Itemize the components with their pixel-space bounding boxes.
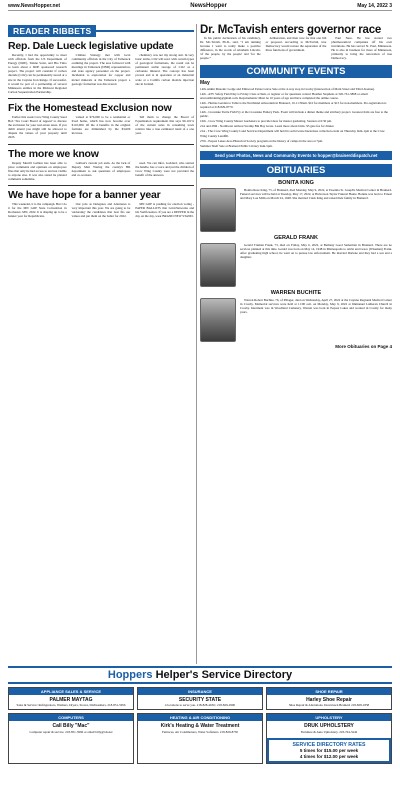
event-item: 21st - The Crow Wing County Land Services Department will hold its solid waste hazardous collection event on Thursday 9am-1pm at the Crow Wing County Landfill. (200, 129, 385, 138)
listing-details: Computer repair & service. 218-851-5996 or email billy@tds.net (29, 729, 113, 734)
directory-title-rest: Helper's Service Directory (152, 669, 293, 681)
right-column (200, 22, 392, 349)
article-text: This weekend, it is the campaign. But I do it for the MN GOP State Convention in Rochester, MN, 2022. It is shaping up to be a banner year for Republicans. (8, 201, 67, 219)
obituary-photo (200, 243, 236, 287)
rates-line: 4 times for $12.00 per week (299, 753, 359, 759)
article-text: MN GOP is pushing for election voting - PAPER BALLOTS that Grid-Networks and Ids Verificuentes. If you are a DEEPER in the day on the day, wear BRAND NEW STAND. (135, 201, 195, 219)
listing-category: INSURANCE (138, 688, 262, 695)
article-headline: We have hope for a banner year (8, 188, 161, 201)
submit-events-notice[interactable]: Send your Photos, News and Community Events to hopper@brainerddispatch.net (200, 151, 392, 160)
article-text: In his public declaration of his candidacy, Dr. Mc-Tavish, Ph.D., said, "I am running because I want to really make a positive difference, in the words of Abraham Lincoln, 'of the people, by the people' and 'for the people.'" (200, 36, 261, 61)
directory-listing (266, 713, 392, 764)
listing-details: Furniture & Auto Upholstery. 218-764-3242 (300, 729, 358, 734)
article-headline: Dr. McTavish enters governor race (200, 24, 382, 36)
article-headline: Fix the Homestead Exclusion now (8, 101, 172, 114)
article-text: Gallion's current job ends. As the lack of Deputy Matt Waring the county's HR department to ask questions of employees and co-workers. (71, 160, 131, 177)
article-body (8, 53, 194, 95)
listing-business: PALMER MAYTAG (49, 697, 93, 703)
directory-listing (137, 687, 263, 710)
article-body (8, 115, 194, 141)
reader-ribbets-banner (8, 25, 194, 37)
article-text: Earlier this week Crow Wing County Sued Bob 'Tax Court Board of Appeal' to discuss the exclusion for your real estate taxes. If you didn't attend you might still be allowed to dispute the values of your property until 2023. (8, 114, 67, 140)
divider (8, 144, 194, 145)
event-item: 14th-Aitkin Masonic Lodge and Elmwood Estate Grave Sale at the 4-way stop in Crosby (intersection of Main Street and Third Avenue). (200, 86, 375, 91)
obituary-name: BONITA KING (278, 179, 314, 186)
article-text: Paul Ness. He has started two pharmaceutical companies off his own inventions. He has served St. Paul, Minnesota. He is also in business for more of Minnesota, primarily to bring the renovation of true Democracy. (331, 36, 393, 61)
article-text: chemistry was not my strong suit. In very basic terms, CO2 will react with certain types of geological formations, the result can be permanent stable storage of CO2 as a carbonate mineral. The concept has been proven and is in operation at an industrial scale at a Carbfix carbon dioxide injection site in Iceland. (135, 53, 195, 86)
banner-rule (96, 30, 194, 32)
listing-business: Harley Shoe Repair (306, 697, 352, 703)
site-url[interactable]: www.NewsHopper.net (8, 3, 61, 9)
obituary-text: Warren Robert Buchite, 76, of Pillager, died on Wednesday, April 27, 2022 at the Cuyuna Regional Medical Center in Crosby. Memorial services were held at 11:00 a.m. on Monday, May 9, 2022 at Immanuel Lutheran Church in Crosby. Interment was in Woodland Cemetery. Warren was born in Pequot Lakes and worked in Crosby for many years. (240, 297, 392, 315)
column-divider (196, 24, 197, 664)
listing-category: UPHOLSTERY (267, 714, 391, 721)
event-item: 14th - Crosslake Turtle Fish Fry at the Crosslake Fishery Park. Event will include a dinner theme and stitchery project. Greatest Kids are free to the public. (200, 110, 388, 119)
obituary-text: Gerald Truman Frank, 73, died on Friday, May 6, 2022, at Bethany Good Samaritan in Brainerd. There are no services planned at this time. Gerald was born on May 14, 1948 in Minneapolis to Alvin and Grace (Wiseman) Frank. After graduating high school, he went on to pursue law enforcement. He married Darlene and they had a son and a daughter. (240, 242, 392, 260)
listing-business: SECURITY STATE (178, 697, 222, 703)
directory-grid (8, 687, 392, 764)
article-body (200, 36, 392, 62)
obituary-entry (200, 298, 392, 342)
article-body (8, 202, 194, 219)
listing-details: Furnaces, Air Conditioners, Water Softeners. 218-829-8730 (162, 729, 238, 734)
directory-title (8, 666, 392, 684)
obituaries-banner: OBITUARIES (200, 164, 392, 177)
obituary-text: Bonita Rose King, 75, of Brainerd, died Monday, May 9, 2022, at Essentia St. Joseph's Medical Center in Brainerd. Funeral services will be held at Tuesday, May 17, 2022, at Halvorson Taylor Funeral Home. Bonnie was born to Ernest and Mary Lou Mills on March 24, 1948. She married Clark King and raised their family in Brainerd. (240, 187, 392, 200)
reader-ribbets-label: READER RIBBETS (8, 25, 96, 37)
service-directory (0, 666, 400, 764)
divider (8, 185, 194, 186)
directory-listing (266, 687, 392, 710)
calendar-month: May (200, 79, 210, 86)
article-headline: Rep. Dale Lueck legislative update (8, 40, 174, 52)
listing-business: Kirk's Heating & Water Treatment (160, 723, 240, 730)
article-text: Climate Strategy met with local community officials in the City of Tamarack outlining the project. The area followed with meetings in Tamarack (DNR) representatives and state agency personnel on the project. Incidental to exploration for copper and nickel minerals at the Tamarack project a geologic formation was discovered. (71, 53, 131, 86)
left-column (8, 22, 194, 219)
directory-rates-box (267, 738, 391, 764)
obituary-entry (200, 188, 392, 232)
article-headline: The more we know (8, 147, 99, 160)
listing-category: HEATING & AIR CONDITIONING (138, 714, 262, 721)
event-item: 21st and 28th - Northwest Airboat Swamp Bin Bay Grass. Learn more about birds. $5 gate fee for dinner. (200, 124, 335, 129)
listing-category: COMPUTERS (9, 714, 133, 721)
article-text: deliberation, and then vote for that one bill or proposal. According to McTavish, true Democracy would restore the separation of the three functions of government. (265, 36, 327, 53)
obituary-name: GERALD FRANK (274, 234, 318, 241)
event-item: 14th - ATV Safety Field Day is Friday Class at 9am, or register or for questions contact Heather Stephens at 320-761-5868 or email ursvouthtraining@gmail.com. Requirements: Must be 10 years of age and have completed the online course. (200, 91, 368, 100)
rates-title: SERVICE DIRECTORY RATES (292, 741, 366, 748)
directory-listing (137, 713, 263, 764)
directory-listing (8, 713, 134, 764)
obituary-name: WARREN BUCHITE (270, 289, 322, 296)
rates-line: 5 times for $15.00 per week (299, 748, 359, 753)
listing-business: Call Billy "Mac" (52, 723, 90, 730)
more-obituaries-link[interactable]: More Obituaries on Page 4 (335, 343, 392, 349)
article-text: Deputy Merrill Gallion has been able to place comments and opinions on employees files that only he had access to and not visible to anyone else. It was also stated he planted comments sometime. (8, 160, 67, 181)
listing-details: 4 locations to serve you. 218-828-4636 | 218-829-2900 (164, 703, 236, 708)
listing-details: Shoe Repair & Alterations. Downtown Brainerd 218-828-1858 (288, 703, 370, 708)
divider (8, 98, 194, 99)
article-body (8, 161, 194, 182)
listing-category: SHOE REPAIR (267, 688, 391, 695)
listing-category: APPLIANCE SALES & SERVICE (9, 688, 133, 695)
article-text: Tell them to change the Board of Equalization requirement that says 90-101% of the current sales in consulting town relative like a true estimated trend of a one year. (135, 114, 195, 136)
paper-name: NewsHopper (190, 3, 227, 9)
event-item: 27th - Pequot Lakes Area Historical Society program on the history of camps in the area at 7pm. (200, 138, 323, 143)
obituary-photo (200, 298, 236, 342)
community-events-banner: COMMUNITY EVENTS (200, 65, 392, 78)
directory-listing (8, 687, 134, 710)
article-text: valued at $76,000 to be a residential or lived home, which has now become over $110,000. Of the 4 benefits in the original formula are diminished by the $3,600 increase. (71, 114, 131, 136)
obituary-entry (200, 243, 392, 287)
directory-title-brand: Hoppers (107, 669, 153, 681)
listing-details: Sales & Service: Refrigerators, Washers, Dryers, Stoves, Dishwashers. 218-851-5956 (16, 703, 126, 708)
issue-date: May 14, 2022 3 (357, 3, 392, 9)
article-text: Recently, I had the opportunity to meet with officials from the US Department of Energy (DOE), Tulane Solar, and Bio Tinto to learn about a DOE sponsored research project. The project will consider if carbon dioxide (CO2) can be permanently stored at a site in the Cuyuna Iron Range. If successful, it would be part of a partnership of several Minnesota entities in the Midwest Regional Carbon Sequestration Partnership. (8, 53, 67, 94)
event-list (200, 87, 392, 148)
event-item: Summer Shelf Sale at Brainerd Public Library 9am-5pm. (200, 143, 273, 148)
event-item: 16th - Crow Wing County Master Gardeners to provide ideas for master gardening. Session at 6:30 pm. (200, 119, 332, 124)
page-header (8, 3, 392, 11)
article-text: Our jobs as Delegates and Alternates is very important this year. We are going to be 'endorsing' the candidates that best fits our values and put them on the ballot for 2022. (71, 201, 131, 219)
event-item: 14th - Heritas Garden to Table is the Northland Arboretum in Brainerd, 10-11:30am. $10 for members or $15 for non-members. Pre-registration is required at 218-829-8770. (200, 100, 387, 109)
article-text: used. We can infer, Goddard, who started the handle, has a voice and put the children of Crow Wing County were not provided the benefit of the answers. (135, 160, 195, 177)
obituary-photo (200, 188, 236, 232)
listing-business: DRUK UPHOLSTERY (304, 723, 354, 730)
